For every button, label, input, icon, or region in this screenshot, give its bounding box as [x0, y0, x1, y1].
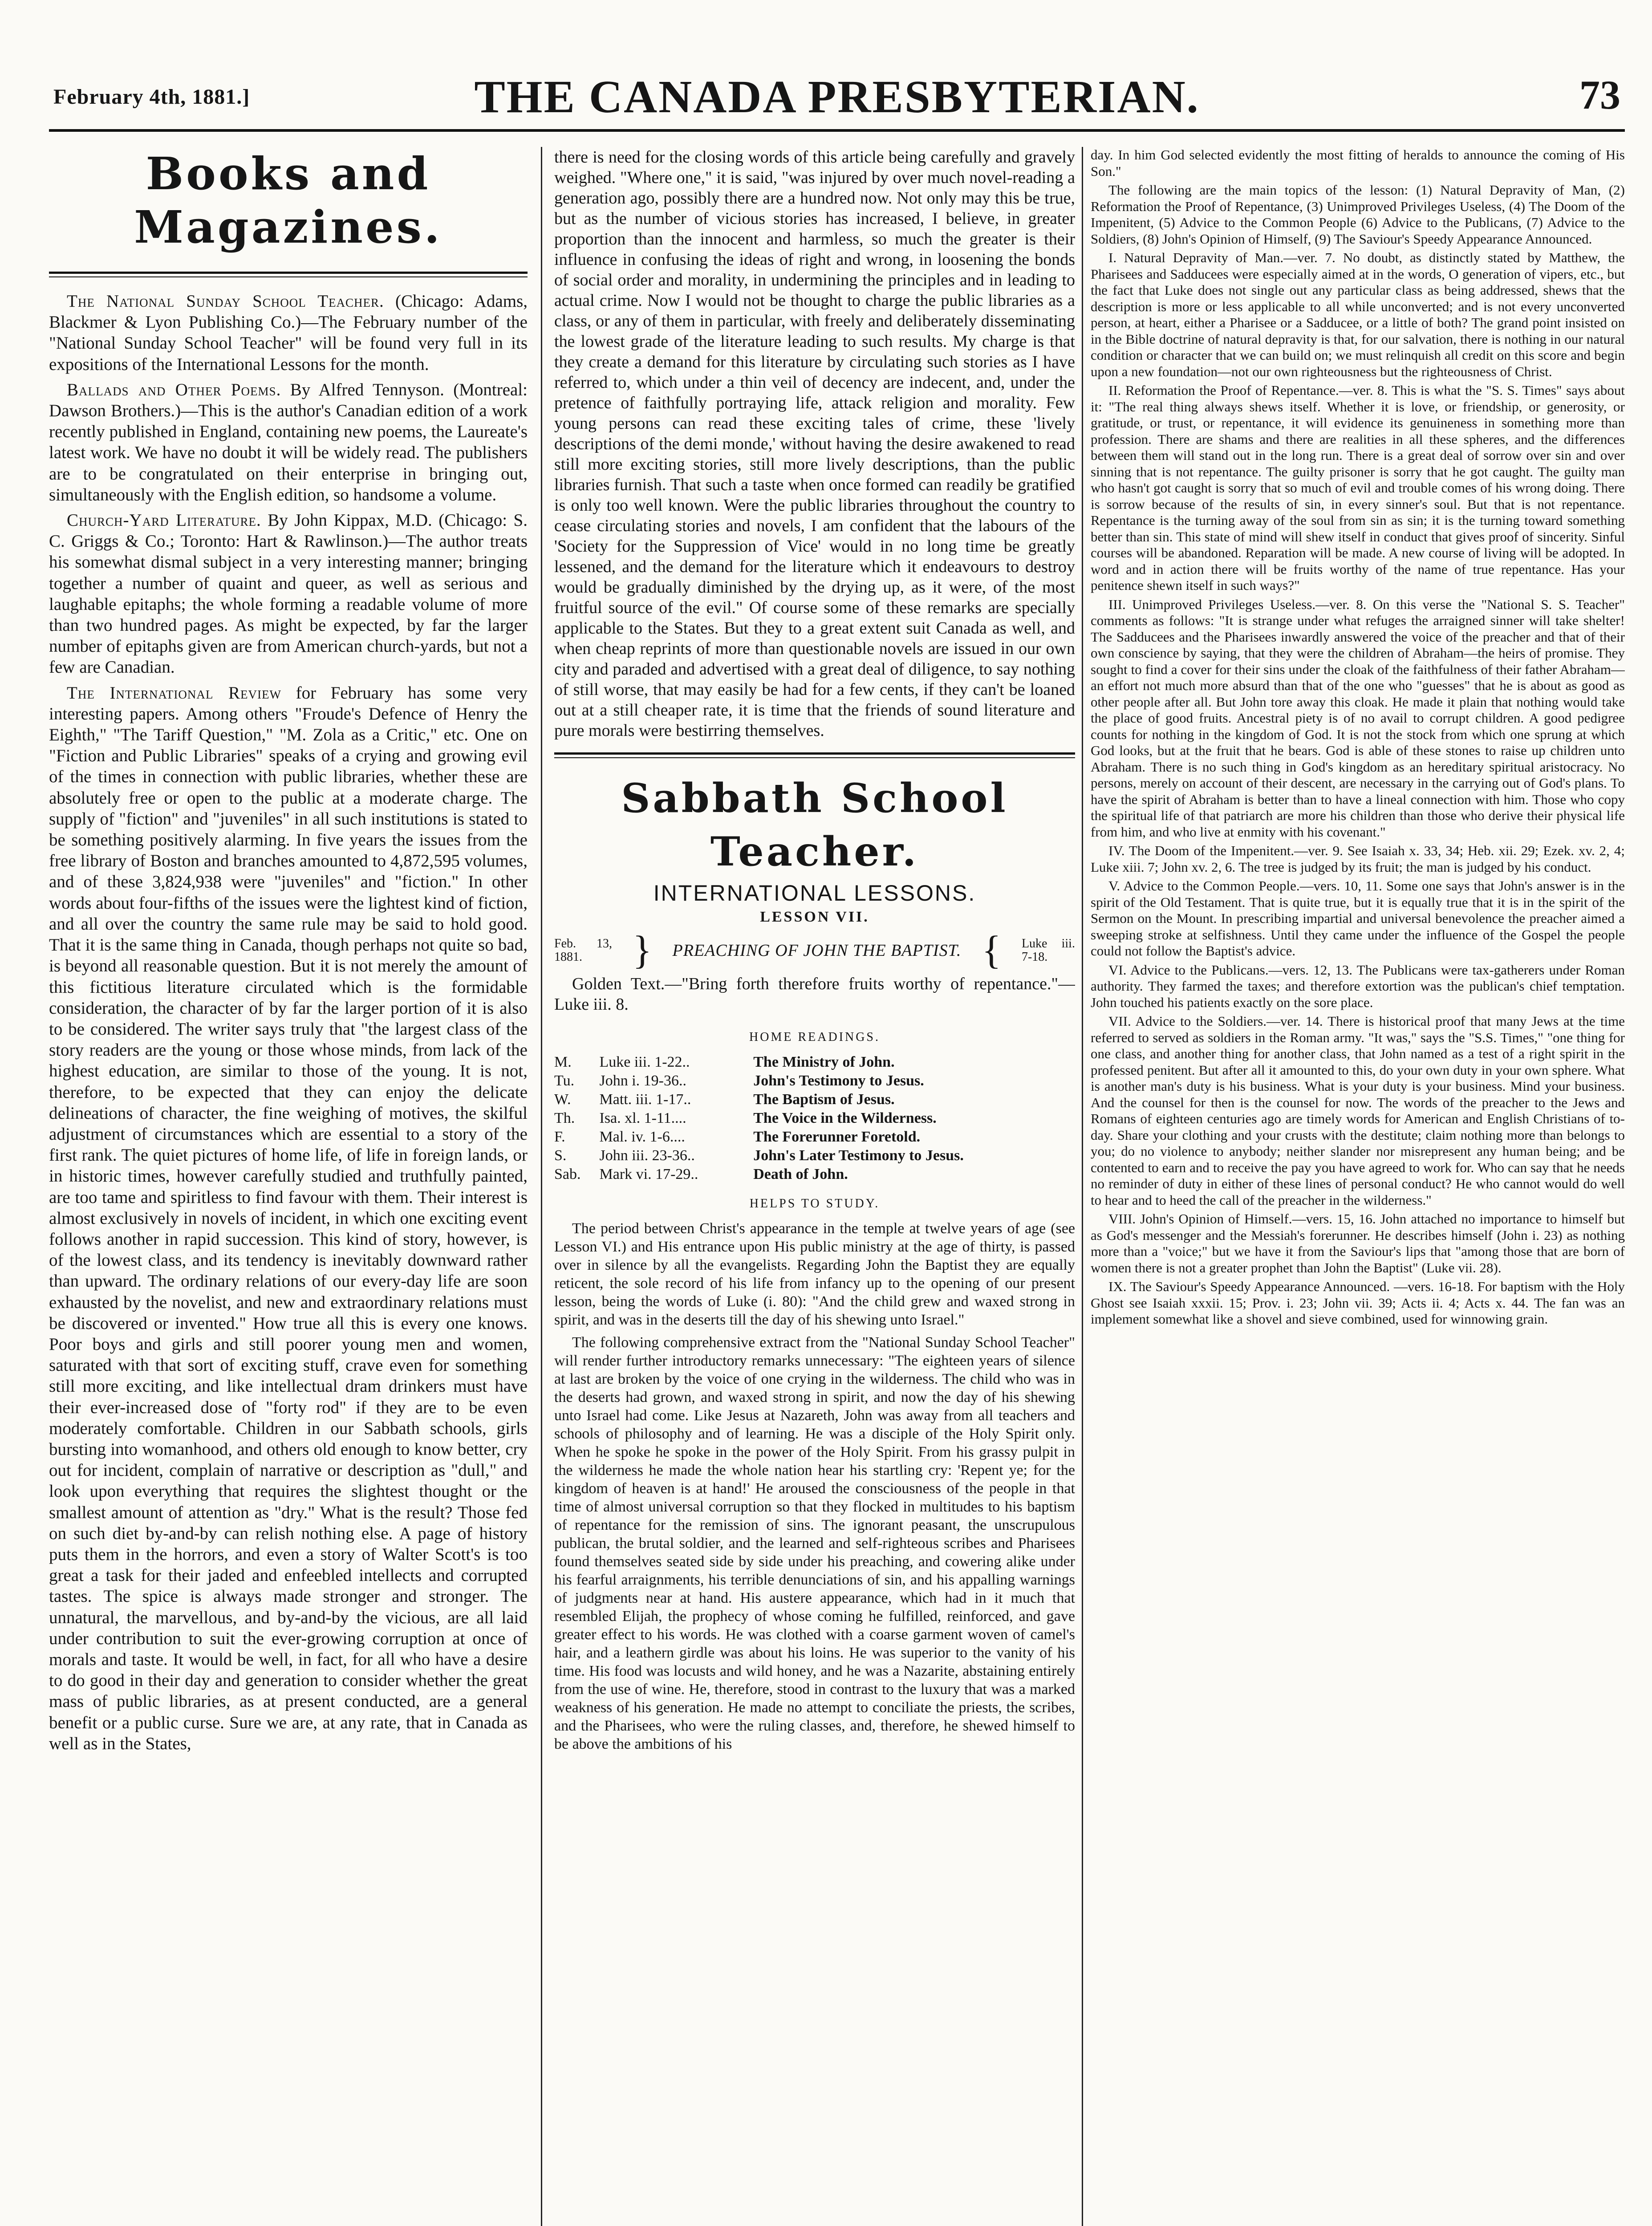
reading-ref: Mark vi. 17-29..	[599, 1166, 698, 1182]
lesson-paragraph: V. Advice to the Common People.—vers. 10, 11. Some one says that John's answer is in the spirit of the Old Testament. That is quite true, but it is equally true that it is in the spirit of the Sermon on the Mount. In prescribing impartial and universal benevolence the preacher aimed a sweeping stroke at selfishness. Until they came under the influence of the Gospel the people could not follow the Baptist's advice.	[1091, 878, 1625, 959]
lesson-paragraph: VII. Advice to the Soldiers.—ver. 14. There is historical proof that many Jews at the time referred to served as soldiers in the Roman army. "It was," says the "S.S. Times," "one thing for one class, and another thing for another class, that John named as a test of a right spirit in the professed penitent. But after all it amounted to this, do your own duty in your own sphere. What is another man's duty is his business. What is your duty is your business. Mind your business. And the counsel for then is the counsel for now. The words of the preacher to the Jews and Romans of eighteen centuries ago are timely words for American and English Christians of to-day. Share your clothing and your crusts with the destitute; claim nothing more than belongs to you; do no violence to anybody; neither slander nor misrepresent any human being; and be contented to earn and to receive the pay you have agreed to work for. Who can say that he needs no reminder of duty in either of these lines of personal conduct? He who cannot would do well to hear and to heed the call of the preacher in the wilderness."	[1091, 1013, 1625, 1208]
lesson-paragraph: day. In him God selected evidently the most fitting of heralds to announce the coming of His Son."	[1091, 147, 1625, 179]
reading-day: F.	[554, 1129, 565, 1145]
running-head	[49, 67, 1625, 132]
section-rule	[554, 752, 1075, 758]
review-paragraph	[49, 379, 528, 505]
reading-title: The Voice in the Wilderness.	[753, 1110, 937, 1126]
review-lead: The International Review	[67, 683, 281, 703]
column-middle	[554, 147, 1075, 2226]
reading-day: W.	[554, 1091, 571, 1108]
review-body: (Chicago: Adams, Blackmer & Lyon Publishing Co.)—The February number of the "National Sunday School Teacher" will be found very full in its expositions of the International Lessons for the month.	[49, 292, 528, 374]
reading-row	[554, 1128, 1075, 1146]
column-rule	[541, 147, 542, 2226]
review-body: By John Kippax, M.D. (Chicago: S. C. Griggs & Co.; Toronto: Hart & Rawlinson.)—The author treats his somewhat dismal subject in a very interesting manner; bringing together a number of quaint and queer, as well as serious and laughable epitaphs; the whole forming a readable volume of more than two hundred pages. As might be expected, by far the larger number of epitaphs given are from American church-yards, but not a few are Canadian.	[49, 511, 528, 677]
review-lead: Ballads and Other Poems.	[67, 380, 281, 399]
lesson-paragraph: IX. The Saviour's Speedy Appearance Announced. —vers. 16-18. For baptism with the Holy Ghost see Isaiah xxxii. 15; Prov. i. 23; John vii. 39; Acts ii. 4; Acts x. 44. The fan was an implement somewhat like a shovel and sieve combined, used for winnowing grain.	[1091, 1279, 1625, 1327]
lesson-subject: PREACHING OF JOHN THE BAPTIST.	[672, 941, 962, 960]
helps-heading: HELPS TO STUDY.	[749, 1197, 880, 1210]
reading-row	[554, 1146, 1075, 1165]
reading-day: S.	[554, 1147, 567, 1164]
masthead-title: THE CANADA PRESBYTERIAN.	[474, 71, 1200, 122]
sabbath-heading: Sabbath School Teacher.	[621, 775, 1008, 875]
lesson-date: Feb. 13, 1881.	[554, 937, 612, 964]
helps-paragraph: The following comprehensive extract from the "National Sunday School Teacher" will render further introductory remarks unnecessary: "The eighteen years of silence at last are broken by the voice of one crying in the wilderness. The child who was in the deserts had grown, and waxed strong in spirit, and now the day of his shewing unto Israel had come. Like Jesus at Nazareth, John was away from all teachers and schools of philosophy and of learning. He was a disciple of the Holy Spirit only. When he spoke he spoke in the power of the Holy Spirit. From his grassy pulpit in the wilderness he made the whole nation hear his startling cry: 'Repent ye; for the kingdom of heaven is at hand!' He aroused the consciousness of the people in that time of almost universal corruption so that they flocked in multitudes to his baptism of repentance for the remission of sins. The ignorant peasant, the unscrupulous publican, the brutal soldier, and the learned and self-righteous scribes and Pharisees found themselves seated side by side under his preaching, and cowering alike under his fearful arraignments, his terrible denunciations of sin, and his appalling warnings of judgments near at hand. His austere appearance, which had in it much that resembled Elijah, the prophecy of whose coming he fulfilled, reinforced, and gave greater effect to his words. He was clothed with a coarse garment woven of camel's hair, and a leathern girdle was about his loins. He was superior to the vanity of his time. His food was locusts and wild honey, and he was a Nazarite, abstaining entirely from the use of wine. He, therefore, stood in contrast to the luxury that was a marked weakness of his generation. He made no attempt to conciliate the priests, the scribes, and the Pharisees, who were the ruling classes, and, therefore, he shewed himself to be above the ambitions of his	[554, 1334, 1075, 1752]
home-readings-table	[554, 1053, 1075, 1184]
reading-row	[554, 1090, 1075, 1109]
reading-day: Th.	[554, 1110, 575, 1126]
reading-day: Tu.	[554, 1072, 575, 1089]
page-number: 73	[1579, 72, 1620, 118]
helps-paragraph: The period between Christ's appearance in the temple at twelve years of age (see Lesson VI.) and His entrance upon His public ministry at the age of thirty, is passed over in silence by all the evangelists. Regarding John the Baptist they are equally reticent, the sole record of his life from infancy up to the opening of our present lesson, being the words of Luke (i. 80): "And the child grew and waxed strong in spirit, and was in the deserts till the day of his shewing unto Israel."	[554, 1220, 1075, 1328]
column-rule	[1082, 147, 1083, 2226]
reading-title: John's Later Testimony to Jesus.	[753, 1147, 964, 1164]
reading-row	[554, 1053, 1075, 1072]
issue-date: February 4th, 1881.]	[53, 85, 250, 109]
lesson-paragraph: IV. The Doom of the Impenitent.—ver. 9. See Isaiah x. 33, 34; Heb. xii. 29; Ezek. xv. 2, 4; Luke xiii. 7; John xv. 2, 6. The tree is judged by its fruit; the man is judged by his conduct.	[1091, 843, 1625, 875]
golden-text: Golden Text.—"Bring forth therefore fruits worthy of repentance."—Luke iii. 8.	[554, 975, 1075, 1014]
reading-day: Sab.	[554, 1166, 581, 1182]
reading-ref: Matt. iii. 1-17..	[599, 1091, 691, 1108]
review-lead: The National Sunday School Teacher.	[67, 292, 384, 311]
review-paragraph	[49, 291, 528, 375]
books-heading: Books and Magazines.	[134, 147, 442, 253]
lesson-paragraph: II. Reformation the Proof of Repentance.—ver. 8. This is what the "S. S. Times" says about it: "The real thing always shews itself. Whether it is love, or friendship, or generosity, or gratitude, or trust, or repentance, it will evidence its genuineness in something more than profession. There are shams and there are realities in all these spheres, and the differences between them will stand out in the long run. There is a great deal of sorrow over sin and over sinning that is not repentance. The guilty prisoner is sorry that he got caught. The guilty man who hasn't got caught is sorry that so much of evil and trouble comes of his wrong doing. There is sorrow because of the results of sin, in every sinner's soul. But that is not repentance. Repentance is the turning away of the soul from sin as sin; it is the turning toward something better than sin. This state of mind will shew itself in conduct that gives proof of sincerity. Sinful courses will be abandoned. Reparation will be made. A new course of living will be adopted. In word and in action there will be fruits worthy of the name of true repentance. Has your penitence shewn itself in such ways?"	[1091, 382, 1625, 593]
lesson-title-line	[554, 928, 1075, 972]
reading-row	[554, 1072, 1075, 1090]
reading-row	[554, 1165, 1075, 1184]
reading-title: John's Testimony to Jesus.	[753, 1072, 924, 1089]
reading-ref: Mal. iv. 1-6....	[599, 1129, 685, 1145]
reading-title: Death of John.	[753, 1166, 848, 1182]
reading-day: M.	[554, 1054, 572, 1070]
reading-ref: John iii. 23-36..	[599, 1147, 695, 1164]
review-body: By Alfred Tennyson. (Montreal: Dawson Brothers.)—This is the author's Canadian edition of a work recently published in England, containing new poems, the Laureate's latest work. We have no doubt it will be widely read. The publishers are to be congratulated on their enterprise in bringing out, simultaneously with the English edition, so handsome a volume.	[49, 380, 528, 504]
review-lead: Church-Yard Literature.	[67, 511, 261, 530]
lesson-number: LESSON VII.	[760, 909, 869, 925]
brace-glyph: }	[633, 928, 652, 972]
review-paragraph	[49, 510, 528, 678]
international-lessons-heading: INTERNATIONAL LESSONS.	[653, 881, 976, 906]
reading-title: The Ministry of John.	[753, 1054, 895, 1070]
heading-rule	[49, 272, 528, 277]
lesson-paragraph: I. Natural Depravity of Man.—ver. 7. No doubt, as distinctly stated by Matthew, the Pharisees and Sadducees were especially aimed at in the words, O generation of vipers, etc., but the fact that Luke does not single out any particular class as being addressed, shews that the description is more or less applicable to all while unconverted; and is not every unconverted person, at heart, either a Pharisee or a Sadducee, or a little of both? The grand point insisted on in the Bible doctrine of natural depravity is that, for our salvation, there is nothing in our natural condition or character that we can build on; we must relinquish all credit on this score and begin upon a new foundation—not our own righteousness but the righteousness of Christ.	[1091, 250, 1625, 379]
helps-to-study	[554, 1219, 1075, 1753]
column-lesson-topics	[1091, 147, 1625, 2226]
review-continuation: there is need for the closing words of this article being carefully and gravely weighed. "Where one," it is said, "was injured by over much novel-reading a generation ago, possibly there are a hundred now. Not only may this be true, but as the number of vicious stories has increased, I believe, in greater proportion than the innocent and harmless, so much the greater is their influence in confusing the ideas of right and wrong, in loosening the bonds of social order and morality, in undermining the principles and in leading to actual crime. Now I would not be thought to charge the public libraries as a class, or any of them in particular, with freely and deliberately disseminating the lowest grade of the literature leading to such results. My charge is that they create a demand for this literature by circulating such stories as I have referred to, which under a thin veil of decency are indecent, and, under the pretence of faithfully portraying life, attack religion and morality. Few young persons can read these exciting tales of crime, these 'lively descriptions of the demi monde,' without having the desire awakened to read still more exciting stories, still more lively descriptions, than the public libraries furnish. That such a taste when once formed can readily be gratified is only too well known. Were the public libraries throughout the country to cease circulating stories and novels, I am confident that the labours of the 'Society for the Suppression of Vice' would in no long time be greatly lessened, and the demand for the literature which it endeavours to destroy would be gradually diminished by the drying up, as it were, of the most fruitful source of the evil." Of course some of these remarks are specially applicable to the States. But they to a great extent suit Canada as well, and when cheap reprints of more than questionable novels are issued in our own city and paraded and advertised with a great deal of diligence, to say nothing of still worse, that may easily be had for a few cents, if they can't be loaned out at a still cheaper rate, it is time that the friends of sound literature and pure morals were bestirring themselves.	[554, 148, 1075, 740]
lesson-reference: Luke iii. 7-18.	[1021, 937, 1075, 964]
column-books	[49, 147, 528, 2226]
home-readings-heading: HOME READINGS.	[749, 1030, 880, 1044]
reading-ref: Isa. xl. 1-11....	[599, 1110, 686, 1126]
lesson-paragraph: VI. Advice to the Publicans.—vers. 12, 13. The Publicans were tax-gatherers under Roman authority. They farmed the taxes; and therefore extortion was the publican's chief temptation. John touched his patients exactly on the sore place.	[1091, 962, 1625, 1010]
reading-ref: Luke iii. 1-22..	[599, 1054, 690, 1070]
reading-ref: John i. 19-36..	[599, 1072, 686, 1089]
reading-row	[554, 1109, 1075, 1128]
reading-title: The Baptism of Jesus.	[753, 1091, 895, 1108]
review-paragraph	[49, 682, 528, 1754]
review-body: for February has some very interesting papers. Among others "Froude's Defence of Henry the Eighth," "The Tariff Question," "M. Zola as a Critic," etc. One on "Fiction and Public Libraries" speaks of a crying and growing evil of the times in connection with public libraries, whether these are absolutely free or open to the public at a moderate charge. The supply of "fiction" and "juveniles" in all such institutions is stated to be something positively alarming. In five years the issues from the free library of Boston and branches amounted to 4,872,595 volumes, and of these 3,824,938 were "juveniles" and "fiction." In other words about four-fifths of the issues were the lightest kind of fiction, and all over the country the same rule may be said to hold good. That it is the same thing in Canada, though perhaps not quite so bad, is beyond all reasonable question. But it is not merely the amount of this fictitious literature circulated which is the formidable consideration, the character of by far the larger portion of it is also to be considered. The writer says truly that "the largest class of the story readers are the young or those whose minds, from lack of the highest education, are similar to those of the young. It is not, therefore, to be expected that they can enjoy the delicate delineations of character, the fine weighing of motives, the skilful adjustment of circumstances which are essential to a story of the first rank. The quiet pictures of home life, of life in foreign lands, or in historic times, however carefully studied and truthfully painted, are too tame and spiritless to find favour with them. Their interest is almost exclusively in novels of incident, in which one exciting event follows another in rapid succession. This kind of story, however, is of the lowest class, and its tendency is inevitably downward rather than upward. The ordinary relations of our every-day life are soon exhausted by the novelist, and new and extraordinary relations must be discovered or invented." How true all this is every one knows. Poor boys and girls and still poorer young men and women, saturated with that sort of exciting stuff, crave even for something still more exciting, and like intellectual dram drinkers must have their ever-increased dose of "forty rod" if they are to be even moderately comfortable. Children in our Sabbath schools, girls bursting into womanhood, and others old enough to know better, cry out for incident, complain of narrative or description as "dull," and look upon everything that requires the slightest thought or the smallest amount of attention as "dry." What is the result? Those fed on such diet by-and-by can relish nothing else. A page of history puts them in the horrors, and even a story of Walter Scott's is too great a task for their jaded and enfeebled intellects and corrupted tastes. The spice is always made stronger and stronger. The unnatural, the marvellous, and by-and-by the vicious, are all laid under contribution to suit the ever-growing corruption at once of morals and taste. It would be well, in fact, for all who have a desire to do good in their day and generation to consider whether the great mass of public libraries, as at present conducted, are a general benefit or a public curse. Sure we are, at any rate, that in Canada as well as in the States,	[49, 683, 528, 1753]
lesson-paragraph: III. Unimproved Privileges Useless.—ver. 8. On this verse the "National S. S. Teacher" comments as follows: "It is strange under what refuges the arraigned sinner will take shelter! The Sadducees and the Pharisees inwardly answered the voice of the preacher and that of their own conscience by saying, that they were the children of Abraham—the heirs of promise. They sought to find a cover for their sins under the cloak of the faithfulness of their father Abraham—an effort not much more absurd than that of the one who "guesses" that he is about as good as other people after all. But John tore away this cloak. He made it plain that nothing would take the place of good fruits. Ancestral piety is of no avail to corrupt children. A good pedigree counts for nothing in the kingdom of God. It is not the stock from which one sprung at which God looks, but at the fruit that he bears. God is able of these stones to raise up children unto Abraham. There is no such thing in God's kingdom as an hereditary spiritual aristocracy. No persons, merely on account of their descent, are necessary in the carrying out of God's plans. To have the spirit of Abraham is better than to have a lineal connection with him. Those who copy the spiritual life of that patriarch are more his children than those who derive their physical life from him, and who live at enmity with his covenant."	[1091, 596, 1625, 840]
lesson-paragraph: The following are the main topics of the lesson: (1) Natural Depravity of Man, (2) Reformation the Proof of Repentance, (3) Unimproved Privileges Useless, (4) The Doom of the Impenitent, (5) Advice to the Common People (6) Advice to the Publicans, (7) Advice to the Soldiers, (8) John's Opinion of Himself, (9) The Saviour's Speedy Appearance Announced.	[1091, 182, 1625, 247]
brace-glyph: {	[982, 928, 1001, 972]
reading-title: The Forerunner Foretold.	[753, 1129, 921, 1145]
lesson-paragraph: VIII. John's Opinion of Himself.—vers. 15, 16. John attached no importance to himself but as God's messenger and the Messiah's forerunner. He describes himself (John i. 23) as nothing more than a "voice;" but we have it from the Saviour's lips that "among those that are born of women there is not a greater prophet than John the Baptist" (Luke vii. 28).	[1091, 1211, 1625, 1275]
